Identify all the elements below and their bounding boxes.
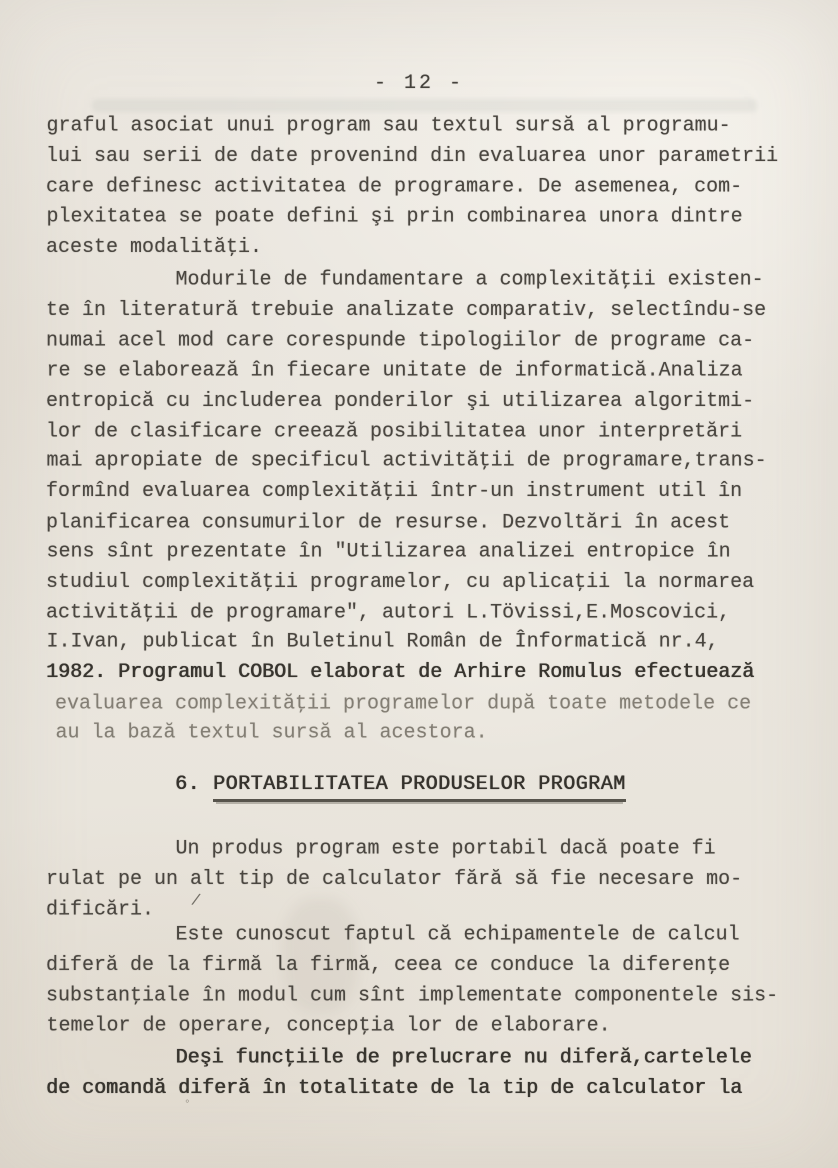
text-line: temelor de operare, concepţia lor de elaborare.	[46, 1014, 611, 1038]
text-line: rulat pe un alt tip de calculator fără să fie necesare mo-	[46, 868, 743, 892]
text-line: entropică cu includerea ponderilor şi utilizarea algoritmi-	[46, 389, 755, 413]
text-line: substanţiale în modul cum sînt implementate componentele sis-	[46, 984, 779, 1008]
paragraph	[46, 112, 800, 263]
text-line: Este cunoscut faptul că echipamentele de calcul	[175, 923, 740, 947]
text-line: te în literatură trebuie analizate comparativ, selectîndu-se	[46, 299, 767, 323]
text-line: numai acel mod care corespunde tipologiilor de programe ca-	[46, 329, 755, 353]
text-line: dificări.	[46, 898, 155, 922]
text-line: re se elaborează în fiecare unitate de informatică.Analiza	[46, 359, 743, 383]
text-line: plexitatea se poate defini şi prin combinarea unora dintre	[46, 205, 743, 229]
text-line: lor de clasificare creează posibilitatea unor interpretări	[46, 420, 743, 444]
bleed-through-smudge	[92, 99, 757, 112]
text-line: graful asociat unui program sau textul sursă al programu-	[46, 114, 731, 138]
text-line: formînd evaluarea complexităţii într-un instrument util în	[46, 480, 743, 504]
section-heading	[175, 773, 626, 796]
text-line: Un produs program este portabil dacă poate fi	[175, 837, 716, 861]
page-number: - 12 -	[373, 72, 464, 95]
paragraph	[46, 1044, 800, 1104]
text-line: de comandă diferă în totalitate de la tip de calculator la	[46, 1077, 743, 1101]
text-line: 1982. Programul COBOL elaborat de Arhire Romulus efectuează	[46, 661, 755, 685]
text-line: sens sînt prezentate în "Utilizarea analizei entropice în	[46, 540, 731, 564]
text-line: mai apropiate de specificul activităţii de programare,trans-	[46, 449, 767, 473]
paragraph	[46, 266, 800, 749]
paragraph	[46, 921, 800, 1042]
section-title: PORTABILITATEA PRODUSELOR PROGRAM	[213, 773, 626, 802]
text-line: evaluarea complexităţii programelor după toate metodele ce	[55, 692, 752, 716]
text-line: aceste modalităţi.	[46, 235, 263, 259]
text-line: studiul complexităţii programelor, cu aplicaţii la normarea	[46, 570, 755, 594]
text-line: au la bază textul sursă al acestora.	[55, 721, 488, 745]
paragraph	[46, 835, 800, 926]
text-line: I.Ivan, publicat în Buletinul Român de Înformatică nr.4,	[46, 630, 719, 654]
scan-artifact-slash: /	[189, 891, 202, 911]
text-line: lui sau serii de date provenind din evaluarea unor parametrii	[46, 145, 779, 169]
section-number: 6.	[175, 773, 201, 796]
text-line: Deşi funcţiile de prelucrare nu diferă,cartelele	[175, 1046, 752, 1070]
text-line: activităţii de programare", autori L.Tövissi,E.Moscovici,	[46, 601, 731, 625]
text-line: Modurile de fundamentare a complexităţii existen-	[175, 268, 764, 292]
text-line: planificarea consumurilor de resurse. Dezvoltări în acest	[46, 510, 731, 534]
scan-artifact-ring: °	[184, 1099, 191, 1111]
text-line: care definesc activitatea de programare. De asemenea, com-	[46, 175, 743, 199]
text-line: diferă de la firmă la firmă, ceea ce conduce la diferenţe	[46, 954, 731, 978]
